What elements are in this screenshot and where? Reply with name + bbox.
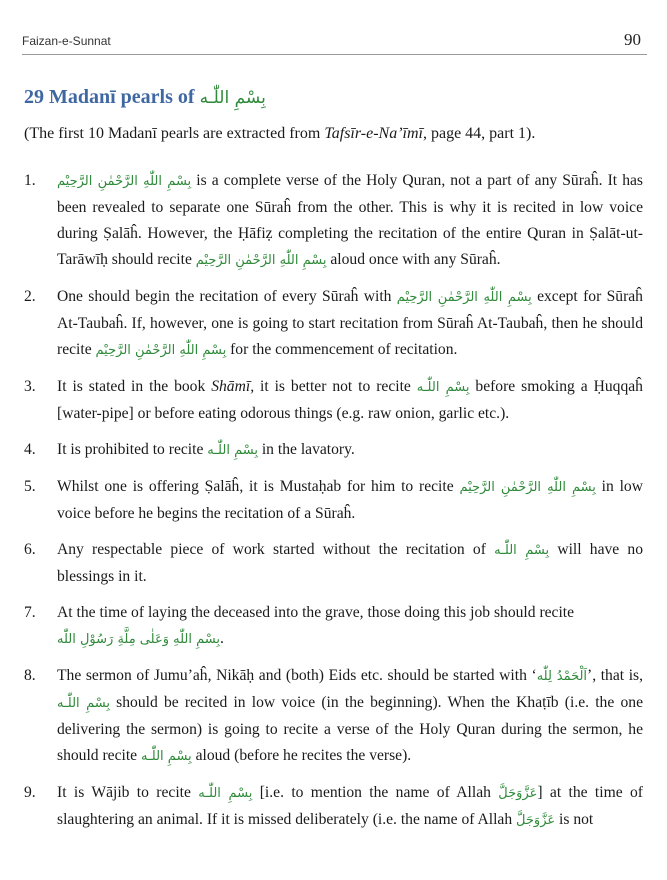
pearl-text: should be recited in low voice (in the beginning). When the Khaṭīb (i.e. the one delivering the sermon) is going to recite a verse of the Holy Quran during the sermon, he should recite [57, 694, 643, 764]
pearl-number: 6. [24, 541, 36, 558]
basmala-calligraphy: بِسْمِ اللّٰهِ الرَّحْمٰنِ الرَّحِیْم [195, 253, 327, 268]
pearl-text: for the commencement of recitation. [230, 341, 458, 358]
basmala-calligraphy: بِسْمِ اللّٰهِ الرَّحْمٰنِ الرَّحِیْم [95, 343, 227, 358]
pearl-text: is not [559, 811, 594, 828]
pearl-5 [0, 474, 667, 527]
pearl-text: in low voice before he begins the recitation of a Sūraĥ. [57, 478, 643, 522]
pearl-number: 1. [24, 172, 36, 189]
pearl-7 [0, 600, 667, 653]
pearl-text: ] at the time of slaughtering an animal. If it is missed deliberately (i.e. the name of Allah [57, 784, 643, 828]
pearl-text: is a complete verse of the Holy Quran, not a part of any Sūraĥ. It has been revealed to separate one Sūraĥ from the other. This is why it is recited in low voice during Ṣalāĥ. However, the Ḥāfiẓ completing the recitation of the entire Quran in Ṣalāt-ut-Tarāwīḥ should recite [57, 172, 643, 268]
pearl-text: ’, that is, [587, 667, 643, 684]
pearl-text: in the lavatory. [261, 441, 355, 458]
bismillah-milla-calligraphy: بِسْمِ اللّٰهِ وَعَلٰى مِلَّةِ رَسُوْلِ اللّٰه [57, 632, 220, 647]
intro-prefix: (The first 10 Madanī pearls are extracted from [24, 125, 325, 142]
intro-source: Tafsīr-e-Na’īmī [324, 125, 423, 142]
section-title [24, 86, 266, 109]
intro-suffix: , page 44, part 1). [422, 125, 536, 142]
pearl-6 [0, 537, 667, 590]
alhamdulillah-calligraphy: اَلْحَمْدُ لِلّٰه [536, 669, 588, 684]
pearl-9 [0, 780, 667, 834]
bismillah-calligraphy: بِسْمِ اللّٰـه [198, 786, 253, 801]
pearl-number: 5. [24, 478, 36, 495]
pearl-3 [0, 374, 667, 427]
bismillah-calligraphy: بِسْمِ اللّٰـه [207, 443, 258, 458]
page-header [22, 30, 647, 55]
pearl-number: 2. [24, 288, 36, 305]
pearl-text: One should begin the recitation of every Sūraĥ with [57, 288, 392, 305]
basmala-calligraphy: بِسْمِ اللّٰهِ الرَّحْمٰنِ الرَّحِیْم [396, 290, 532, 305]
pearls-list [0, 168, 667, 844]
pearl-8 [0, 663, 667, 770]
bismillah-calligraphy: بِسْمِ اللّٰـه [57, 696, 110, 711]
pearl-2 [0, 284, 667, 364]
pearl-number: 7. [24, 604, 36, 621]
pearl-text: [i.e. to mention the name of Allah [259, 784, 491, 801]
pearl-text: It is stated in the book [57, 378, 206, 395]
pearl-number: 8. [24, 667, 36, 684]
page-number: 90 [624, 30, 641, 49]
bismillah-calligraphy: بِسْمِ اللّٰـه [141, 749, 192, 764]
pearl-text: It is prohibited to recite [57, 441, 204, 458]
pearl-text: At the time of laying the deceased into the grave, those doing this job should recite [57, 604, 575, 621]
pearl-number: 3. [24, 378, 36, 395]
pearl-text: Any respectable piece of work started without the recitation of [57, 541, 486, 558]
pearl-text: will have no blessings in it. [57, 541, 644, 585]
basmala-calligraphy: بِسْمِ اللّٰهِ الرَّحْمٰنِ الرَّحِیْم [459, 480, 596, 495]
pearl-text: The sermon of Jumu’aĥ, Nikāḥ and (both) Eids etc. should be started with ‘ [57, 667, 537, 684]
bismillah-calligraphy: بِسْمِ اللّٰـه [494, 543, 550, 558]
pearl-text: it is better not to recite [260, 378, 411, 395]
pearl-text: before smoking a Ḥuqqaĥ [water-pipe] or before eating odorous things (e.g. raw onion, garlic etc.). [57, 378, 643, 422]
section-title-text: 29 Madanī pearls of [24, 86, 195, 108]
pearl-text: except for Sūraĥ At-Taubaĥ. If, however, one is going to start recitation from Sūraĥ At-Taubaĥ, then he should recite [57, 288, 643, 358]
title-bismillah-calligraphy: بِسْمِ اللّٰـه [199, 88, 266, 108]
pearl-number: 9. [24, 784, 36, 801]
pearl-1 [0, 168, 667, 274]
book-title: Faizan-e-Sunnat [22, 34, 111, 48]
bismillah-calligraphy: بِسْمِ اللّٰـه [416, 380, 470, 395]
pearl-text: aloud once with any Sūraĥ. [330, 251, 501, 268]
pearl-text: . [219, 630, 224, 647]
book-name-shami: Shāmī, [211, 378, 255, 395]
pearl-text: aloud (before he recites the verse). [195, 747, 412, 764]
azzawajal-calligraphy: عَزَّوَجَلَّ [516, 813, 556, 828]
intro-note [24, 121, 649, 147]
azzawajal-calligraphy: عَزَّوَجَلَّ [498, 786, 538, 801]
pearl-4 [0, 437, 667, 464]
pearl-text: Whilst one is offering Ṣalāĥ, it is Mustaḥab for him to recite [57, 478, 454, 495]
pearl-text: It is Wājib to recite [57, 784, 191, 801]
pearl-number: 4. [24, 441, 36, 458]
basmala-calligraphy: بِسْمِ اللّٰهِ الرَّحْمٰنِ الرَّحِیْم [57, 174, 192, 189]
